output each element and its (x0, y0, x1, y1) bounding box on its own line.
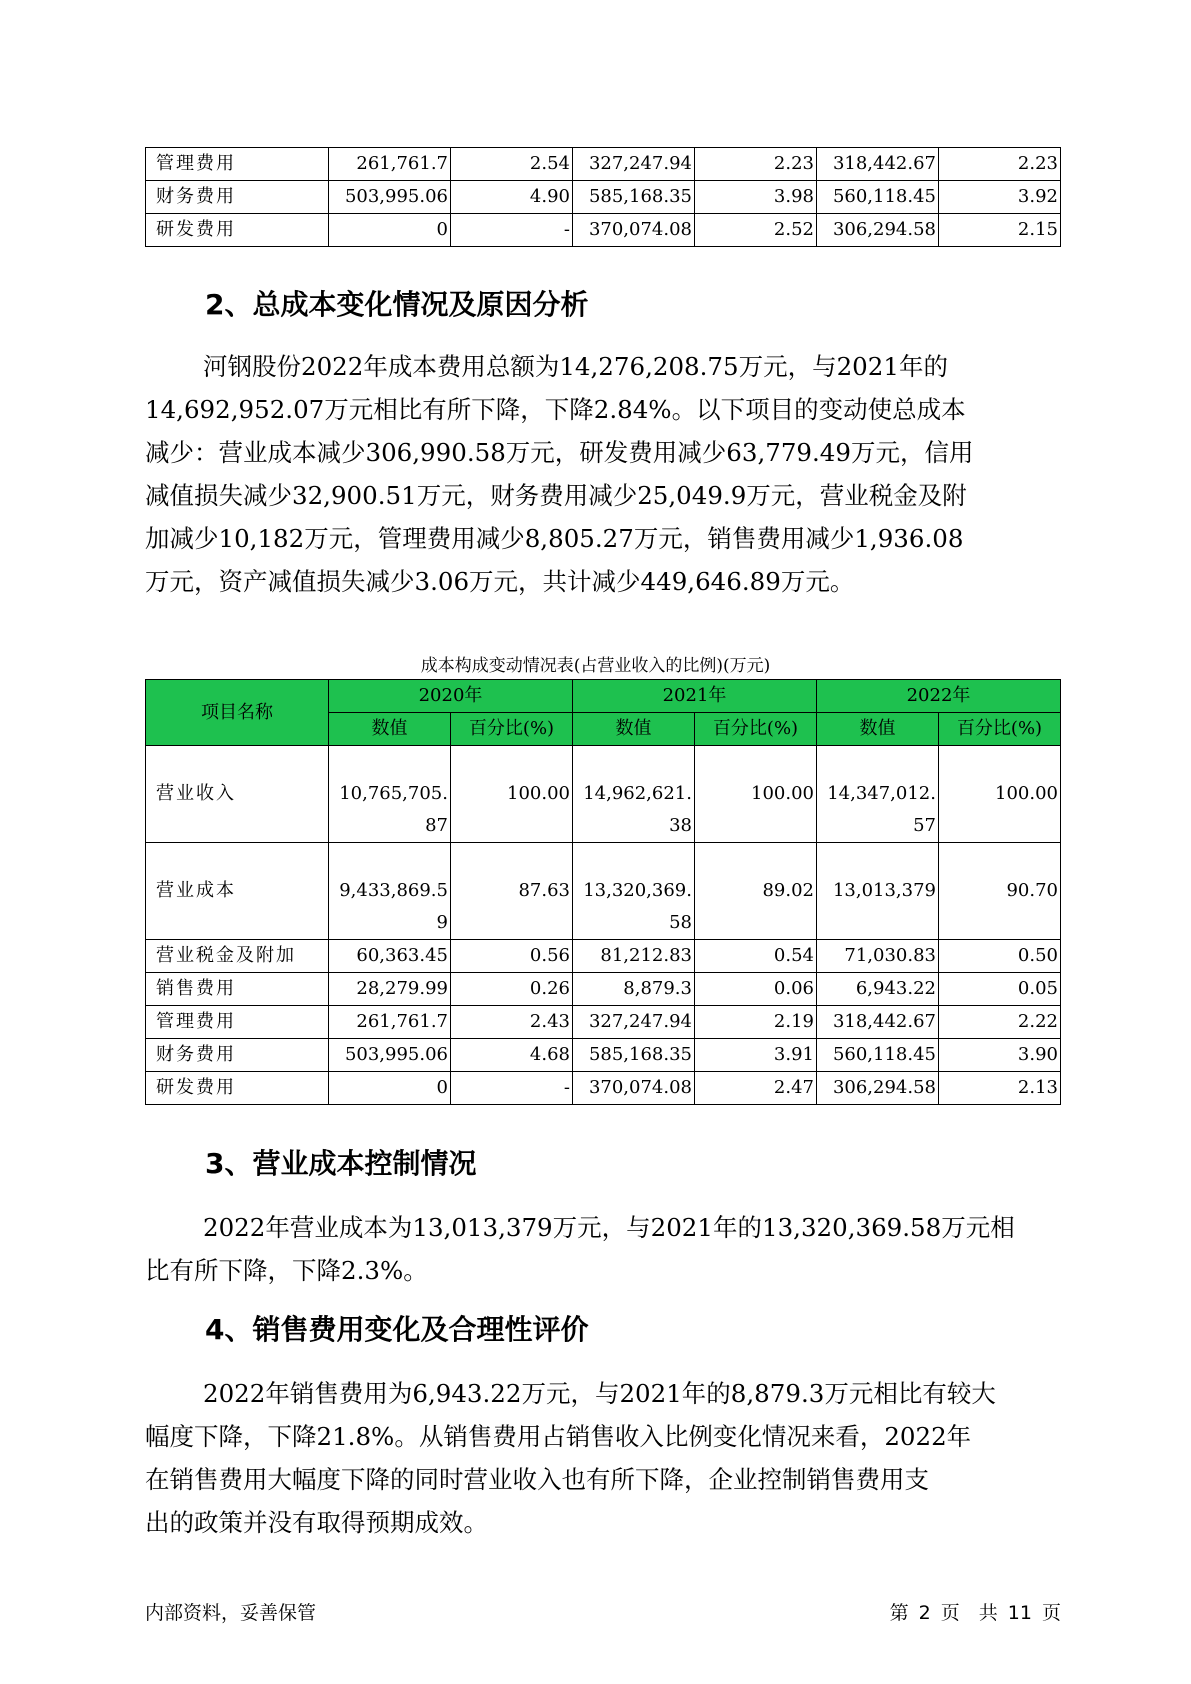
pct-2022: 2.13 (939, 1072, 1061, 1105)
table-caption: 成本构成变动情况表(占营业收入的比例)(万元) (420, 656, 771, 676)
pct-2022: 2.23 (939, 148, 1061, 181)
cost-table-continued (145, 147, 1061, 247)
pct-2020: 4.68 (451, 1039, 573, 1072)
section-2-heading: 2、总成本变化情况及原因分析 (205, 288, 589, 321)
row-name: 研发费用 (146, 1072, 329, 1105)
paragraph-line: 出的政策并没有取得预期成效。 (145, 1508, 488, 1537)
paragraph-line: 2022年销售费用为6,943.22万元，与2021年的8,879.3万元相比有较大 (203, 1379, 996, 1408)
value-2020: 9,433,869.59 (329, 843, 451, 940)
footer-page-number: 第 2 页 共 11 页 (889, 1602, 1061, 1624)
value-2021: 327,247.94 (573, 148, 695, 181)
row-name: 管理费用 (146, 1006, 329, 1039)
section-3-heading: 3、营业成本控制情况 (205, 1147, 477, 1180)
value-2021: 14,962,621.38 (573, 746, 695, 843)
pct-2020: 0.56 (451, 940, 573, 973)
value-2022: 71,030.83 (817, 940, 939, 973)
section-4-heading: 4、销售费用变化及合理性评价 (205, 1313, 589, 1346)
paragraph-line: 在销售费用大幅度下降的同时营业收入也有所下降，企业控制销售费用支 (145, 1465, 929, 1494)
pct-2020: 2.43 (451, 1006, 573, 1039)
row-name: 财务费用 (146, 1039, 329, 1072)
paragraph-line: 幅度下降，下降21.8%。从销售费用占销售收入比例变化情况来看，2022年 (145, 1422, 972, 1451)
header-value: 数值 (817, 713, 939, 746)
header-year-2022: 2022年 (817, 680, 1061, 713)
table-row (146, 1039, 1061, 1072)
pct-2020: 0.26 (451, 973, 573, 1006)
paragraph-line: 比有所下降，下降2.3%。 (145, 1256, 428, 1285)
pct-2022: 0.50 (939, 940, 1061, 973)
pct-2022: 0.05 (939, 973, 1061, 1006)
pct-2021: 2.47 (695, 1072, 817, 1105)
paragraph-line: 加减少10,182万元，管理费用减少8,805.27万元，销售费用减少1,936.08 (145, 524, 964, 553)
value-2020: 60,363.45 (329, 940, 451, 973)
value-2021: 370,074.08 (573, 214, 695, 247)
table-row (146, 746, 1061, 843)
value-2022: 306,294.58 (817, 214, 939, 247)
pct-2021: 3.91 (695, 1039, 817, 1072)
table-row (146, 843, 1061, 940)
cost-composition-table (145, 679, 1061, 1105)
section-3-paragraph (145, 1206, 1065, 1292)
header-value: 数值 (573, 713, 695, 746)
pct-2021: 2.23 (695, 148, 817, 181)
section-2-paragraph (145, 345, 1065, 603)
pct-2020: 2.54 (451, 148, 573, 181)
pct-2020: 87.63 (451, 843, 573, 940)
pct-2021: 2.52 (695, 214, 817, 247)
value-2021: 585,168.35 (573, 1039, 695, 1072)
paragraph-line: 河钢股份2022年成本费用总额为14,276,208.75万元，与2021年的 (203, 352, 948, 381)
value-2022: 6,943.22 (817, 973, 939, 1006)
header-year-2021: 2021年 (573, 680, 817, 713)
table-row (146, 214, 1061, 247)
pct-2022: 2.15 (939, 214, 1061, 247)
pct-2022: 90.70 (939, 843, 1061, 940)
row-name: 管理费用 (146, 148, 329, 181)
pct-2021: 0.54 (695, 940, 817, 973)
pct-2021: 2.19 (695, 1006, 817, 1039)
pct-2020: 100.00 (451, 746, 573, 843)
pct-2020: - (451, 1072, 573, 1105)
value-2022: 560,118.45 (817, 1039, 939, 1072)
value-2022: 13,013,379 (817, 843, 939, 940)
row-name: 营业税金及附加 (146, 940, 329, 973)
table-row (146, 973, 1061, 1006)
pct-2022: 3.92 (939, 181, 1061, 214)
pct-2022: 3.90 (939, 1039, 1061, 1072)
table-row (146, 1072, 1061, 1105)
value-2021: 81,212.83 (573, 940, 695, 973)
pct-2020: 4.90 (451, 181, 573, 214)
paragraph-line: 减值损失减少32,900.51万元，财务费用减少25,049.9万元，营业税金及附 (145, 481, 967, 510)
header-year-2020: 2020年 (329, 680, 573, 713)
header-pct: 百分比(%) (695, 713, 817, 746)
pct-2021: 0.06 (695, 973, 817, 1006)
table-row (146, 181, 1061, 214)
paragraph-line: 2022年营业成本为13,013,379万元，与2021年的13,320,369.58万元相 (203, 1213, 1015, 1242)
header-pct: 百分比(%) (451, 713, 573, 746)
section-4-paragraph (145, 1372, 1065, 1544)
value-2022: 14,347,012.57 (817, 746, 939, 843)
paragraph-line: 万元，资产减值损失减少3.06万元，共计减少449,646.89万元。 (145, 567, 855, 596)
table-row (146, 148, 1061, 181)
value-2022: 560,118.45 (817, 181, 939, 214)
table-row (146, 940, 1061, 973)
value-2021: 585,168.35 (573, 181, 695, 214)
pct-2021: 3.98 (695, 181, 817, 214)
value-2020: 10,765,705.87 (329, 746, 451, 843)
value-2022: 318,442.67 (817, 1006, 939, 1039)
table-row (146, 1006, 1061, 1039)
value-2020: 0 (329, 214, 451, 247)
value-2022: 318,442.67 (817, 148, 939, 181)
paragraph-line: 14,692,952.07万元相比有所下降，下降2.84%。以下项目的变动使总成本 (145, 395, 966, 424)
value-2020: 261,761.7 (329, 1006, 451, 1039)
footer-confidential-note: 内部资料，妥善保管 (145, 1602, 317, 1624)
value-2021: 13,320,369.58 (573, 843, 695, 940)
header-value: 数值 (329, 713, 451, 746)
pct-2021: 89.02 (695, 843, 817, 940)
row-name: 销售费用 (146, 973, 329, 1006)
value-2020: 0 (329, 1072, 451, 1105)
row-name: 营业收入 (146, 746, 329, 843)
value-2020: 261,761.7 (329, 148, 451, 181)
row-name: 研发费用 (146, 214, 329, 247)
row-name: 营业成本 (146, 843, 329, 940)
header-pct: 百分比(%) (939, 713, 1061, 746)
pct-2021: 100.00 (695, 746, 817, 843)
pct-2022: 100.00 (939, 746, 1061, 843)
value-2021: 8,879.3 (573, 973, 695, 1006)
value-2020: 503,995.06 (329, 181, 451, 214)
paragraph-line: 减少：营业成本减少306,990.58万元，研发费用减少63,779.49万元，信用 (145, 438, 974, 467)
header-item-name: 项目名称 (146, 680, 329, 746)
value-2021: 370,074.08 (573, 1072, 695, 1105)
value-2020: 28,279.99 (329, 973, 451, 1006)
pct-2020: - (451, 214, 573, 247)
row-name: 财务费用 (146, 181, 329, 214)
value-2021: 327,247.94 (573, 1006, 695, 1039)
pct-2022: 2.22 (939, 1006, 1061, 1039)
value-2022: 306,294.58 (817, 1072, 939, 1105)
value-2020: 503,995.06 (329, 1039, 451, 1072)
